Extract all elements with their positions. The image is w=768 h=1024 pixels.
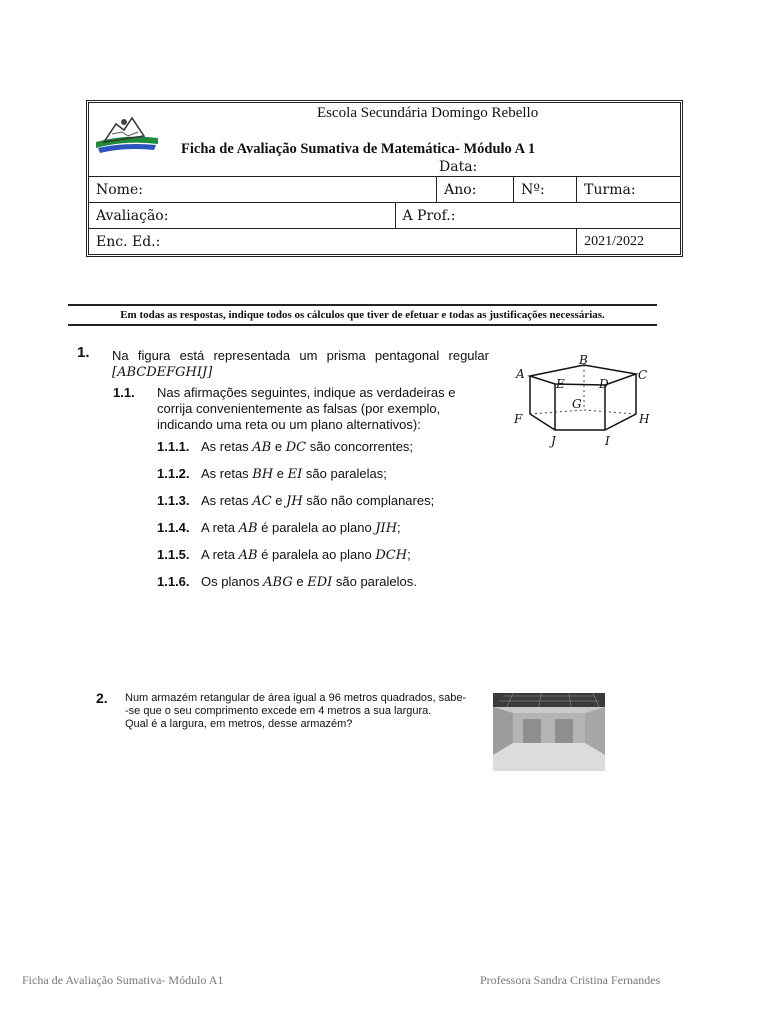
statement-text: são paralelas; <box>302 466 387 481</box>
school-name: Escola Secundária Domingo Rebello <box>317 105 539 121</box>
number-label: Nº: <box>521 181 545 198</box>
math-symbol: EI <box>287 467 303 482</box>
instructions-bar: Em todas as respostas, indique todos os cálculos que tiver de efetuar e todas as justificações necessárias. <box>68 304 657 326</box>
statement-text: ; <box>407 547 411 562</box>
statement-number: 1.1.2. <box>157 466 190 481</box>
prism-top-face <box>530 365 636 385</box>
date-label: Data: <box>439 159 478 175</box>
statement-number: 1.1.4. <box>157 520 190 535</box>
prism-label: [ABCDEFGHIJ] <box>112 365 213 380</box>
math-symbol: JH <box>286 494 303 509</box>
statement-item <box>157 574 417 590</box>
statement-text: As retas <box>201 439 253 454</box>
statement-text: é paralela ao plano <box>257 547 376 562</box>
vertex-label-i: I <box>605 434 610 448</box>
statement-text: e <box>292 574 308 589</box>
subquestion-1-1-number: 1.1. <box>113 385 135 400</box>
pentagonal-prism-figure <box>508 352 683 452</box>
warehouse-photo <box>493 693 605 771</box>
statement-text: são não complanares; <box>302 493 435 508</box>
math-symbol: DC <box>285 440 307 455</box>
prism-visible-edges <box>530 374 636 430</box>
question-2-line-3: Qual é a largura, em metros, desse armazém? <box>125 718 353 730</box>
header-box <box>86 100 683 257</box>
name-label: Nome: <box>96 181 143 198</box>
vertex-label-e: E <box>556 377 565 391</box>
question-1-number: 1. <box>77 344 90 361</box>
footer-right: Professora Sandra Cristina Fernandes <box>480 973 661 987</box>
math-symbol: AB <box>238 521 258 536</box>
statement-text: são paralelos. <box>332 574 417 589</box>
school-year: 2021/2022 <box>577 229 680 255</box>
statement-item <box>157 547 411 563</box>
statement-text: ; <box>397 520 401 535</box>
statement-text: e <box>273 466 288 481</box>
math-symbol: BH <box>252 467 274 482</box>
statement-text: Os planos <box>201 574 264 589</box>
question-2-text <box>125 692 481 731</box>
statement-number: 1.1.6. <box>157 574 190 589</box>
statement-number: 1.1.5. <box>157 547 190 562</box>
statement-text: A reta <box>201 520 239 535</box>
year-field[interactable] <box>437 177 514 203</box>
statement-number: 1.1.3. <box>157 493 190 508</box>
question-2-number: 2. <box>96 690 108 706</box>
math-symbol: EDI <box>307 575 333 590</box>
vertex-label-j: J <box>551 434 556 448</box>
vertex-label-a: A <box>516 367 525 381</box>
class-field[interactable] <box>577 177 680 203</box>
vertex-label-f: F <box>514 412 523 426</box>
footer-left: Ficha de Avaliação Sumativa- Módulo A1 <box>22 973 224 987</box>
school-logo <box>94 112 160 156</box>
vertex-label-d: D <box>599 377 609 391</box>
math-symbol: AC <box>252 494 272 509</box>
math-symbol: ABG <box>263 575 293 590</box>
guardian-field[interactable] <box>89 229 577 255</box>
vertex-label-b: B <box>579 353 588 367</box>
name-field[interactable] <box>89 177 437 203</box>
math-symbol: DCH <box>375 548 408 563</box>
statement-text: e <box>271 493 287 508</box>
question-2-line-1: Num armazém retangular de área igual a 96 metros quadrados, sabe- <box>125 692 467 704</box>
evaluation-field[interactable] <box>89 203 395 229</box>
math-symbol: JIH <box>375 521 398 536</box>
statement-item <box>157 439 413 455</box>
statement-item <box>157 520 401 536</box>
statement-text: e <box>271 439 286 454</box>
number-field[interactable] <box>514 177 577 203</box>
statement-text: As retas <box>201 466 253 481</box>
statement-number: 1.1.1. <box>157 439 190 454</box>
guardian-label: Enc. Ed.: <box>96 233 161 250</box>
evaluation-label: Avaliação: <box>96 207 169 224</box>
statement-text: são concorrentes; <box>306 439 414 454</box>
vertex-label-g: G <box>572 397 582 411</box>
question-2-line-2: -se que o seu comprimento excede em 4 metros a sua largura. <box>125 705 432 717</box>
class-label: Turma: <box>584 181 636 198</box>
question-1-text: Na figura está representada um prisma pentagonal regular <box>112 348 489 363</box>
statement-text: é paralela ao plano <box>257 520 376 535</box>
statement-item <box>157 493 434 509</box>
teacher-field[interactable] <box>395 203 680 229</box>
statement-text: As retas <box>201 493 253 508</box>
statement-item <box>157 466 387 482</box>
math-symbol: AB <box>252 440 272 455</box>
vertex-label-h: H <box>639 412 650 426</box>
vertex-label-c: C <box>638 368 648 382</box>
statement-text: A reta <box>201 547 239 562</box>
math-symbol: AB <box>238 548 258 563</box>
year-label: Ano: <box>444 181 477 198</box>
teacher-label: A Prof.: <box>402 207 456 224</box>
student-info-table <box>89 176 680 255</box>
subquestion-1-1-text: Nas afirmações seguintes, indique as verdadeiras e corrija convenientemente as falsas (por exemplo, indicando uma reta ou um plano alternativos): <box>157 385 456 432</box>
sheet-title: Ficha de Avaliação Sumativa de Matemática- Módulo A 1 <box>181 141 536 157</box>
